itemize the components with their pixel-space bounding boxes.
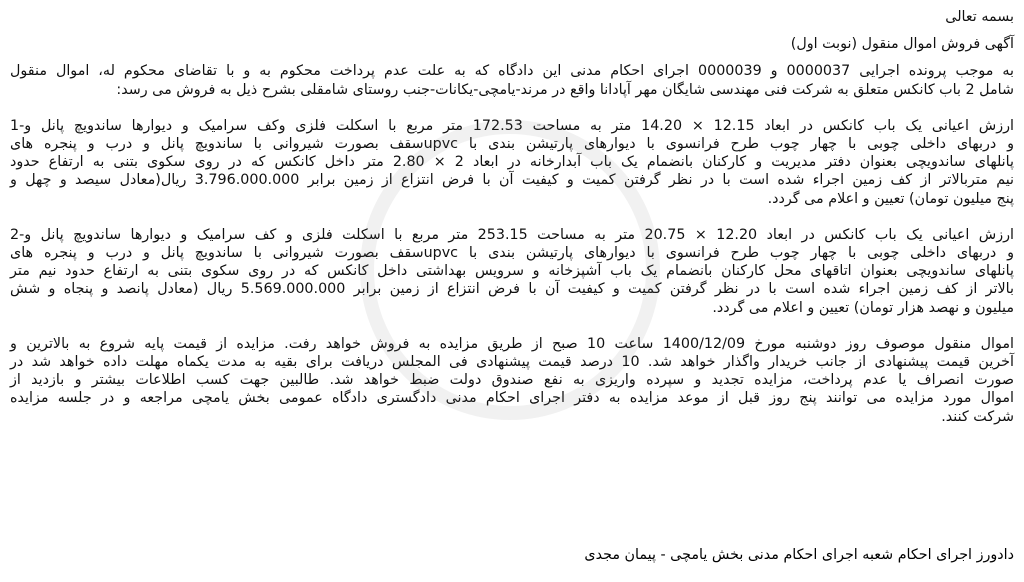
- item-2-paragraph: [10, 226, 1014, 317]
- paragraph-line: اموال منقول موصوف روز دوشنبه مورخ 1400/12/09 ساعت 10 صبح از طریق مزایده به فروش خواهد رفت. مزایده از قیمت پایه شروع به بالاترین و: [10, 335, 1014, 352]
- paragraph-line: میلیون و نهصد هزار تومان) تعیین و اعلام می گردد.: [712, 299, 1014, 316]
- paragraph-line: پنج میلیون تومان) تعیین و اعلام می گردد.: [767, 190, 1014, 207]
- paragraph-line: ارزش اعیانی یک باب کانکس در ابعاد 12.15 × 14.20 متر به مساحت 172.53 متر مربع با اسکلت فلزی وکف سرامیک و دیوارها ساندویچ پانل و-1: [10, 117, 1015, 134]
- intro-paragraph: [10, 62, 1014, 98]
- auction-paragraph: [10, 335, 1014, 426]
- paragraph-line: و دربهای داخلی چوبی با چهار چوب طرح فرانسوی با دیوارهای پارتیشن بندی با upvcسقف بصورت شیروانی با ساندویچ پانل و درب و پنجره های: [10, 136, 1014, 153]
- paragraph-line: پانلهای ساندویچی بعنوان دفتر مدیریت و کارکنان بانضمام یک باب آبدارخانه در ابعاد 2 × 2.80 متر داخل کانکس که در روی سکوی بتنی به ارتفاع حدود: [10, 154, 1014, 171]
- signature: دادورز اجرای احکام شعبه اجرای احکام مدنی بخش یامچی - پیمان مجدی: [584, 547, 1014, 563]
- paragraph-line: بالاتر از کف زمین اجراء شده است با در نظر گرفتن کمیت و کیفیت آن با فرض انتزاع از زمین برابر 5.569.000.000 ریال (معادل پانصد و پنجاه و شش: [10, 281, 1014, 298]
- paragraph-line: شرکت کنند.: [941, 408, 1014, 425]
- paragraph-line: به موجب پرونده اجرایی 0000037 و 0000039 اجرای احکام مدنی این دادگاه که به علت عدم پرداخت محکوم به و با تقاضای محکوم له، اموال منقول: [10, 63, 1014, 80]
- paragraph-line: صورت انصراف یا عدم پرداخت، مزایده تجدید و سپرده واریزی به نفع صندوق دولت ضبط خواهد شد. طالبین جهت کسب اطلاعات بیشتر و بازدید از: [10, 372, 1014, 389]
- paragraph-line: ارزش اعیانی یک باب کانکس در ابعاد 12.20 × 20.75 متر به مساحت 253.15 متر مربع با اسکلت فلزی و کف سرامیک و دیوارها ساندویچ پانل و-2: [10, 226, 1014, 243]
- paragraph-line: آخرین قیمت پیشنهادی از جانب خریدار واگذار خواهد شد. 10 درصد قیمت پیشنهادی فی المجلس دریافت برای بقیه به مدت یکماه مهلت داده خواهد شد در: [10, 354, 1014, 371]
- paragraph-line: و دربهای داخلی چوبی با چهار چوب طرح فرانسوی با دیوارهای پارتیشن بندی با upvcسقف بصورت شیروانی با ساندویچ پانل و درب و پنجره های: [10, 245, 1014, 262]
- paragraph-line: پانلهای ساندویچی بعنوان اتاقهای محل کارکنان بانضمام یک باب آشپزخانه و سرویس بهداشتی داخل کانکس که در روی سکوی بتنی به ارتفاع حدود نیم متر: [10, 263, 1014, 280]
- paragraph-line: اموال مورد مزایده می توانند پنج روز قبل از موعد مزایده به دفتر اجرای احکام مدنی دادگستری دادگاه عمومی بخش یامچی مراجعه و در جلسه مزایده: [10, 390, 1014, 407]
- heading: بسمه تعالی: [945, 9, 1014, 25]
- notice-title: آگهی فروش اموال منقول (نوبت اول): [790, 36, 1014, 53]
- item-1-paragraph: [10, 117, 1014, 208]
- paragraph-line: نیم متربالاتر از کف زمین اجراء شده است با در نظر گرفتن کمیت و کیفیت آن با فرض انتزاع از زمین برابر 3.796.000.000 ریال(معادل سیصد و چهل و: [10, 172, 1014, 189]
- paragraph-line: شامل 2 باب کانکس متعلق به شرکت فنی مهندسی شایگان مهر آپادانا واقع در مرند-یامچی-یکانات-جنب روستای شامقلی بشرح ذیل به فروش می رسد:: [116, 81, 1014, 98]
